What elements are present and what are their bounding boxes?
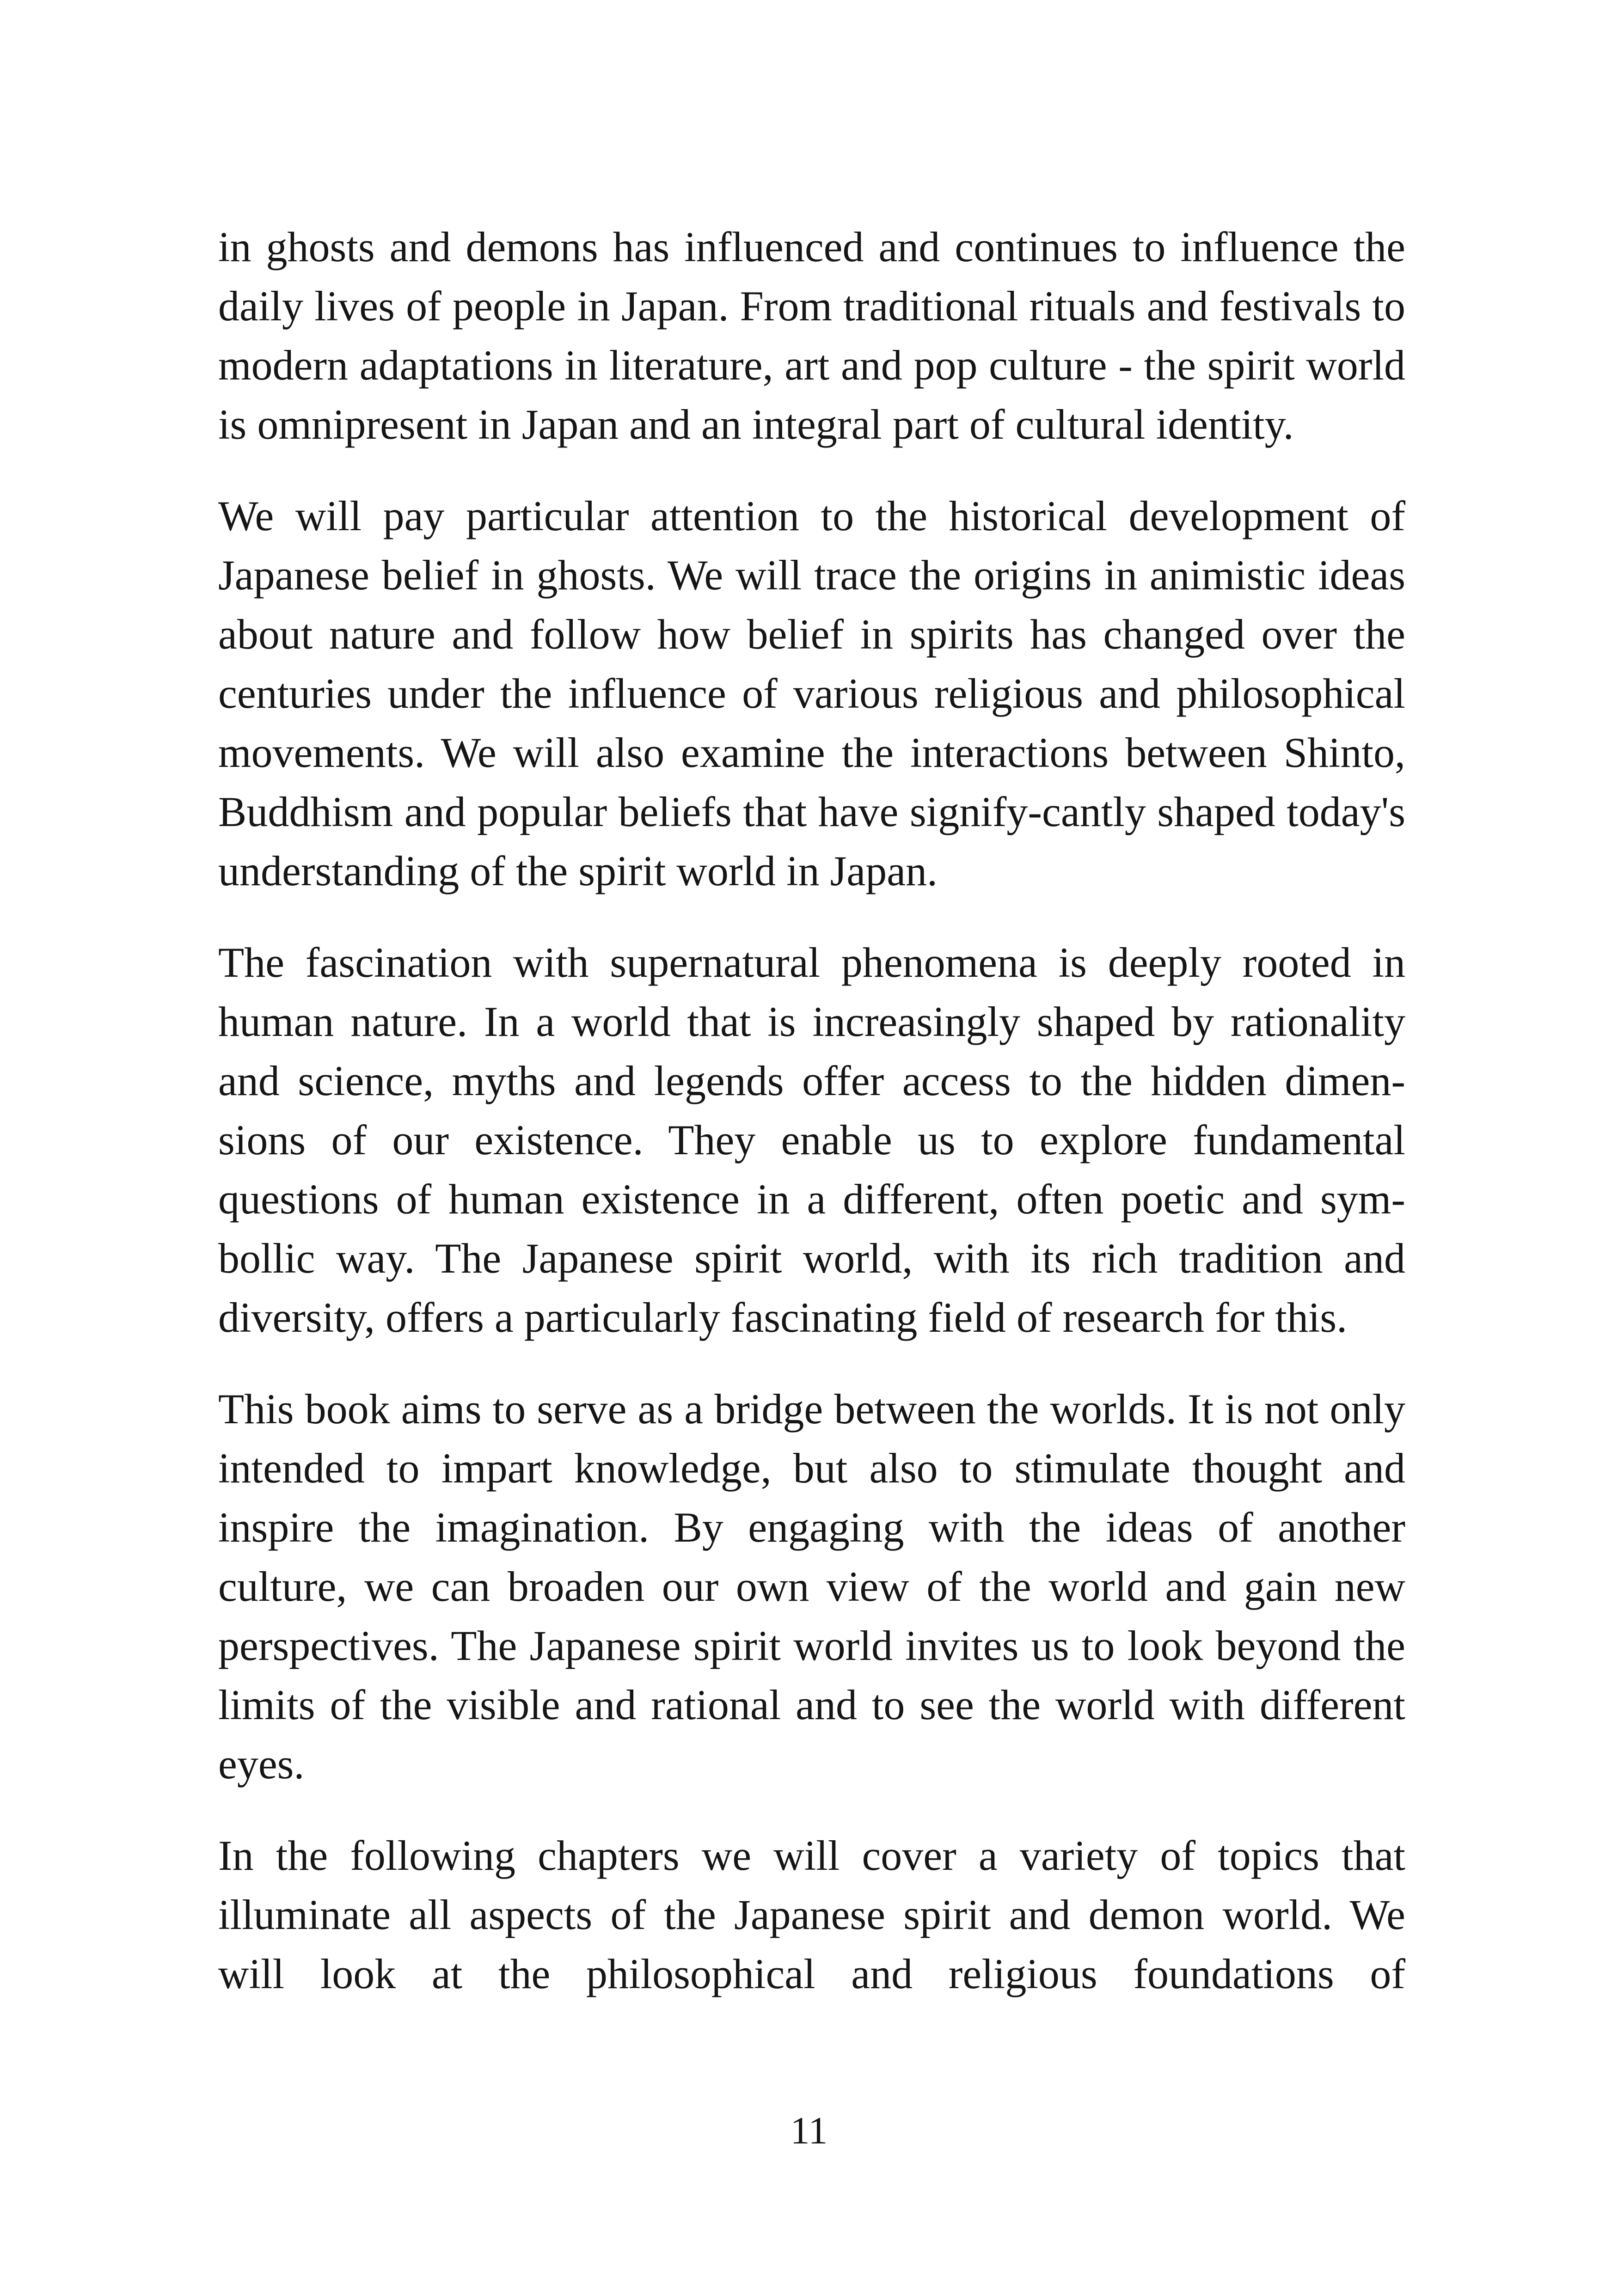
paragraph-1: in ghosts and demons has influenced and continues to influence the daily lives of people in Japan. From traditional rituals and festivals to modern adaptations in literature, art and pop culture - the spirit world is omnipresent in Japan and an integral part of cultural identity.: [218, 223, 1405, 448]
paragraph-5: In the following chapters we will cover a variety of topics that illuminate all aspects of the Japanese spirit and demon world. We will look at the philosophical and religious foundations of: [218, 1832, 1405, 1997]
page-number: 11: [790, 2109, 828, 2152]
paragraph-4: This book aims to serve as a bridge between the worlds. It is not only intended to impart knowledge, but also to stimulate thought and inspire the imagination. By engaging with the ideas of another culture, we can broaden our own view of the world and gain new perspectives. The Japanese spirit world invites us to look beyond the limits of the visible and rational and to see the world with different eyes.: [218, 1385, 1405, 1788]
paragraph-3: The fascination with supernatural phenomena is deeply rooted in human nature. In a world that is increasingly shaped by rationality and science, myths and legends offer access to the hidden dimen-sions of our existence. They enable us to explore fundamental questions of human existence in a different, often poetic and sym-bollic way. The Japanese spirit world, with its rich tradition and diversity, offers a particularly fascinating field of research for this.: [218, 939, 1405, 1341]
body-text: [218, 217, 1405, 2003]
paragraph-2: We will pay particular attention to the historical development of Japanese belief in ghosts. We will trace the origins in animistic ideas about nature and follow how belief in spirits has changed over the centuries under the influence of various religious and philosophical movements. We will also examine the interactions between Shinto, Buddhism and popular beliefs that have signify-cantly shaped today's understanding of the spirit world in Japan.: [218, 492, 1405, 894]
